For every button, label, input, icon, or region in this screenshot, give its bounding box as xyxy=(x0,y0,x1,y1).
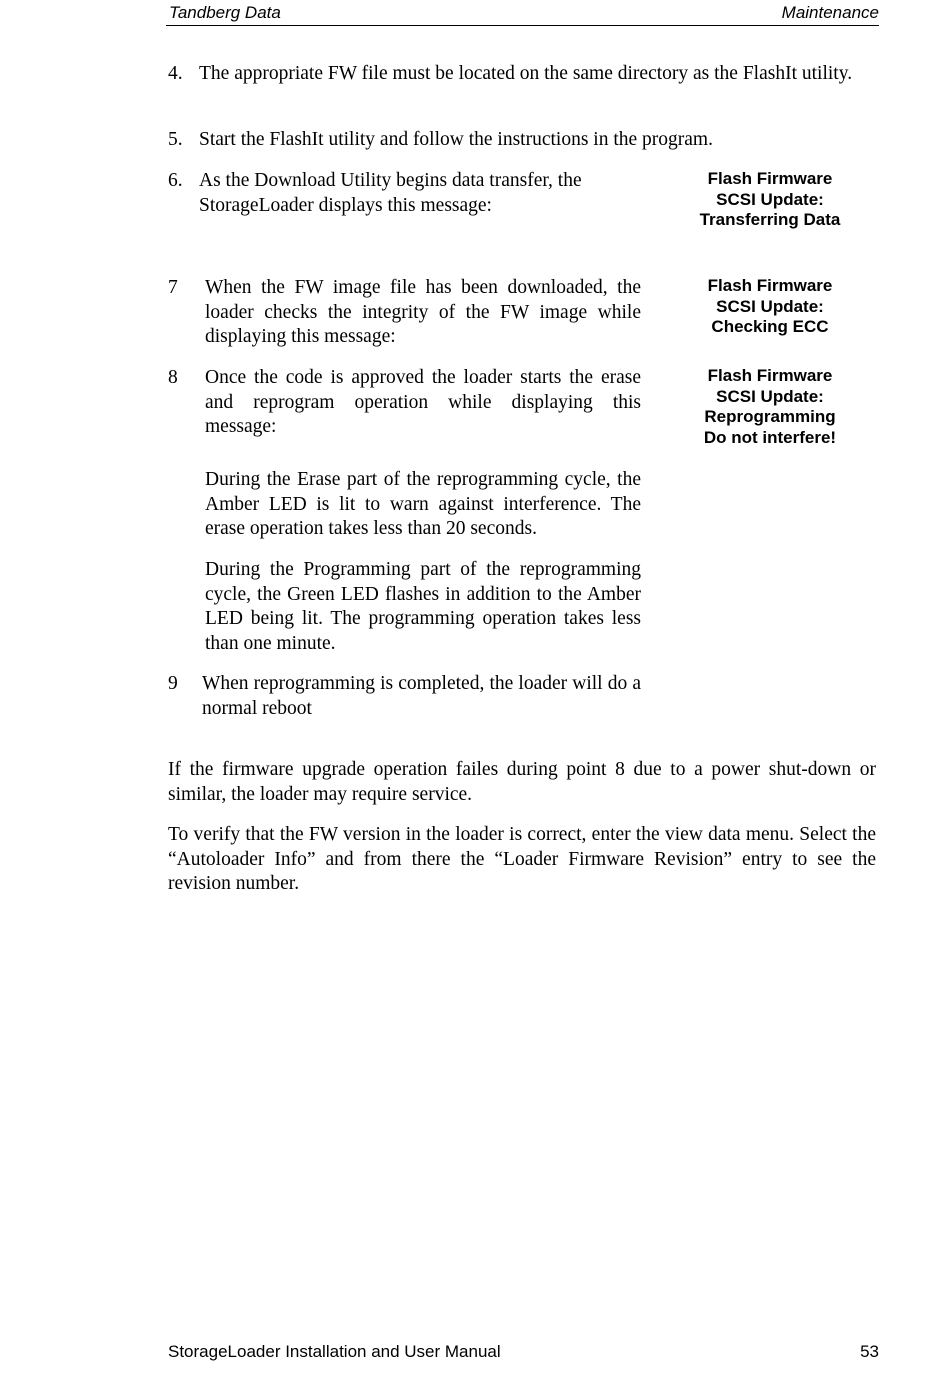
lcd-message-checking xyxy=(670,276,870,338)
lcd-line: SCSI Update: xyxy=(716,189,824,209)
header-company: Tandberg Data xyxy=(169,3,281,22)
lcd-line: Flash Firmware xyxy=(707,276,833,295)
step-text: When reprogramming is completed, the loader will do a normal reboot xyxy=(202,673,641,719)
step-number: 5. xyxy=(168,129,183,150)
lcd-line: Reprogramming xyxy=(704,407,836,426)
header-section: Maintenance xyxy=(781,3,879,22)
page-number: 53 xyxy=(860,1342,879,1361)
step-8-note-erase: During the Erase part of the reprogramming cycle, the Amber LED is lit to warn against interference. The erase operation takes less than 20 seconds. xyxy=(205,469,641,539)
lcd-line: Checking ECC xyxy=(711,317,829,336)
lcd-line: Do not interfere! xyxy=(703,427,837,447)
lcd-message-reprogramming xyxy=(670,366,870,448)
lcd-line: Flash Firmware xyxy=(707,169,833,188)
step-text: Start the FlashIt utility and follow the instructions in the program. xyxy=(199,129,713,150)
paragraph-verify-version: To verify that the FW version in the loader is correct, enter the view data menu. Select the “Autoloader Info” and from there the “Loader Firmware Revision” entry to see the revision number. xyxy=(168,824,876,894)
step-number: 7 xyxy=(168,277,178,298)
page-header xyxy=(166,3,879,26)
step-number: 9 xyxy=(168,673,178,694)
paragraph-failure-note: If the firmware upgrade operation failes during point 8 due to a power shut-down or similar, the loader may require service. xyxy=(168,759,876,805)
page-footer xyxy=(168,1342,879,1362)
lcd-line: SCSI Update: xyxy=(716,386,824,406)
step-text: When the FW image file has been downloaded, the loader checks the integrity of the FW image while displaying this message: xyxy=(205,277,641,347)
lcd-line: Flash Firmware xyxy=(707,366,833,385)
step-number: 8 xyxy=(168,367,178,388)
step-text: As the Download Utility begins data transfer, the StorageLoader displays this message: xyxy=(199,170,582,216)
step-text: The appropriate FW file must be located on the same directory as the FlashIt utility. xyxy=(199,63,853,84)
lcd-line: Transferring Data xyxy=(699,210,841,229)
footer-manual-title: StorageLoader Installation and User Manual xyxy=(168,1342,501,1361)
step-text: Once the code is approved the loader starts the erase and reprogram operation while displaying this message: xyxy=(205,367,641,437)
step-number: 4. xyxy=(168,63,183,84)
lcd-line: SCSI Update: xyxy=(716,296,824,316)
step-8-note-programming: During the Programming part of the reprogramming cycle, the Green LED flashes in addition to the Amber LED being lit. The programming operation takes less than one minute. xyxy=(205,559,641,654)
lcd-message-transferring xyxy=(670,169,870,231)
step-number: 6. xyxy=(168,170,183,191)
